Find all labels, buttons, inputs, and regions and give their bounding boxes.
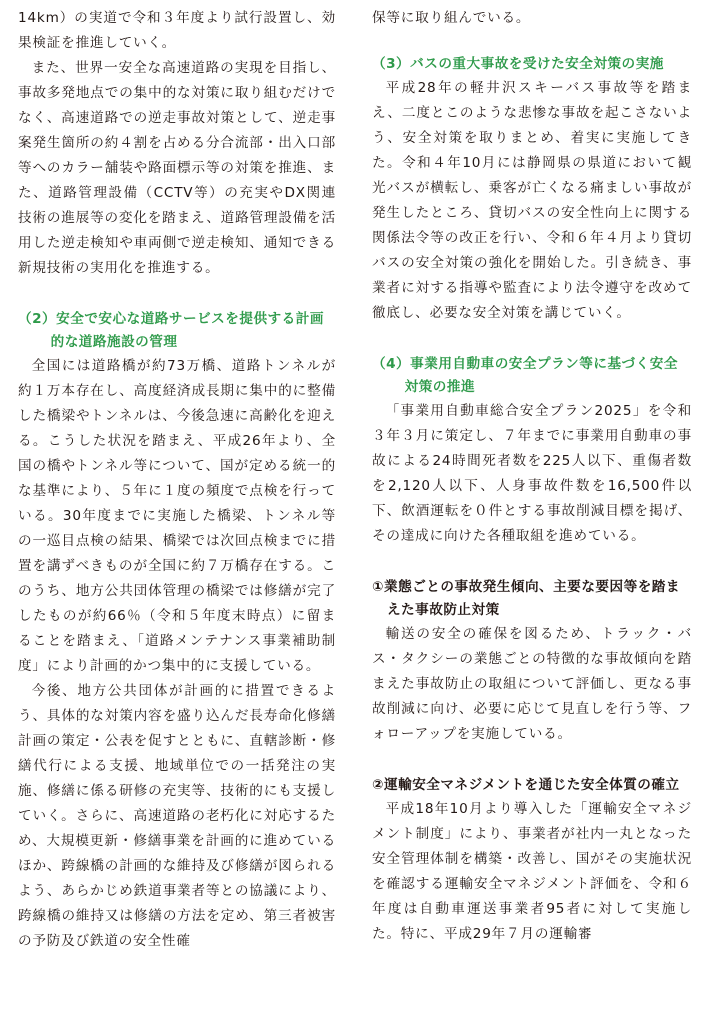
paragraph-safety-plan: 「事業用自動車総合安全プラン2025」を令和３年３月に策定し、７年までに事業用自動車の事故による24時間死者数を225人以下、重傷者数を2,120人以下、人身事故件数を16,500件以下、飲酒運転を０件とする事故削減目標を掲げ、その達成に向けた各種取組を進めている。 — [372, 403, 692, 544]
paragraph-accident-prevention: 輸送の安全の確保を図るため、トラック・バス・タクシーの業態ごとの特徴的な事故傾向を踏まえた事故防止の取組について評価し、更なる事故削減に向け、必要に応じて見直しを行う等、フォローアップを実施している。 — [372, 626, 692, 742]
left-column — [18, 6, 336, 954]
paragraph-safety-management: 平成18年10月より導入した「運輸安全マネジメント制度」により、事業者が社内一丸となった安全管理体制を構築・改善し、国がその実施状況を確認する運輸安全マネジメント評価を、令和６年度は自動車運送事業者95者に対して実施した。特に、平成29年７月の運輸審 — [372, 801, 692, 942]
paragraph-continuation: 保等に取り組んでいる。 — [372, 10, 531, 26]
subheading-safety-management: ②運輸安全マネジメントを通じた安全体質の確立 — [372, 777, 680, 793]
section-heading-3: （3）バスの重大事故を受けた安全対策の実施 — [372, 56, 664, 72]
paragraph-local-government-support: 今後、地方公共団体が計画的に措置できるよう、具体的な対策内容を盛り込んだ長寿命化修繕計画の策定・公表を促すとともに、直轄診断・修繕代行による支援、地域単位での一括発注の実施、修繕に係る研修の充実等、技術的にも支援していく。さらに、高速道路の老朽化に対応するため、大規模更新・修繕事業を計画的に進めているほか、跨線橋の計画的な維持及び修繕が図られるよう、あらかじめ鉄道事業者等との協議により、跨線橋の維持又は修繕の方法を定め、第三者被害の予防及び鉄道の安全性確 — [18, 683, 336, 949]
paragraph-bus-safety: 平成28年の軽井沢スキーバス事故等を踏まえ、二度とこのような悲惨な事故を起こさないよう、安全対策を取りまとめ、着実に実施してきた。令和４年10月には静岡県の県道において観光バスが横転し、乗客が亡くなる痛ましい事故が発生したところ、貸切バスの安全性向上に関する関係法令等の改正を行い、令和６年４月より貸切バスの安全対策の強化を開始した。引き続き、事業者に対する指導や監査により法令遵守を改めて徹底し、必要な安全対策を講じていく。 — [372, 80, 692, 321]
section-heading-4: （4）事業用自動車の安全プラン等に基づく安全対策の推進 — [372, 356, 678, 395]
paragraph-reverse-driving: また、世界一安全な高速道路の実現を目指し、事故多発地点での集中的な対策に取り組むだけでなく、高速道路での逆走事故対策として、逆走事案発生箇所の約４割を占める分合流部・出入口部等へのカラー舗装や路面標示等の対策を推進、また、道路管理設備（CCTV等）の充実やDX関連技術の進展等の変化を踏まえ、道路管理設備を活用した逆走検知や車両側で逆走検知、通知できる新規技術の実用化を推進する。 — [18, 60, 336, 276]
subheading-accident-prevention: ①業態ごとの事故発生傾向、主要な要因等を踏まえた事故防止対策 — [372, 579, 680, 618]
right-column — [372, 6, 692, 947]
section-heading-2: （2）安全で安心な道路サービスを提供する計画的な道路施設の管理 — [18, 311, 324, 350]
paragraph-bridge-inspection: 全国には道路橋が約73万橋、道路トンネルが約１万本存在し、高度経済成長期に集中的に整備した橋梁やトンネルは、今後急速に高齢化を迎える。こうした状況を踏まえ、平成26年より、全国の橋やトンネル等について、国が定める統一的な基準により、５年に１度の頻度で点検を行っている。30年度までに実施した橋梁、トンネル等の一巡目点検の結果、橋梁では次回点検までに措置を講ずべきものが全国に約７万橋存在する。このうち、地方公共団体管理の橋梁では修繕が完了したものが約66％（令和５年度末時点）に留まることを踏まえ、「道路メンテナンス事業補助制度」により計画的かつ集中的に支援している。 — [18, 358, 336, 674]
paragraph-continuation: 14km）の実道で令和３年度より試行設置し、効果検証を推進していく。 — [18, 10, 336, 51]
